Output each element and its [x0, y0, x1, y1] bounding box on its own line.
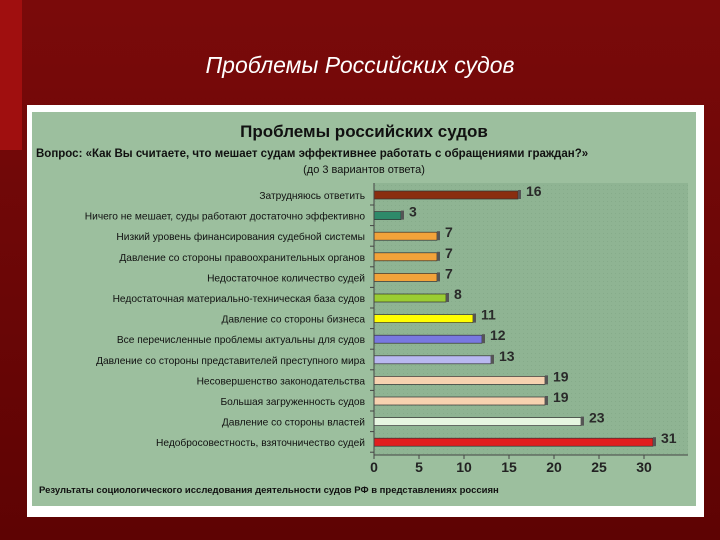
- chart-footer: Результаты социологического исследования деятельности судов РФ в представлениях россиян: [39, 485, 499, 496]
- category-label: Недостаточное количество судей: [207, 273, 365, 285]
- value-label: 12: [490, 327, 506, 344]
- bar: [374, 438, 653, 446]
- bar-end-shade: [653, 437, 656, 446]
- category-label: Недобросовестность, взяточничество судей: [156, 438, 365, 450]
- value-label: 7: [445, 265, 453, 282]
- slide-title: Проблемы Российских судов: [205, 52, 515, 78]
- chart-panel: [27, 105, 704, 517]
- x-tick-label: 0: [370, 459, 378, 475]
- value-label: 8: [454, 286, 462, 302]
- category-label: Недостаточная материально-техническая база судов: [112, 294, 365, 305]
- bar-end-shade: [581, 417, 584, 426]
- category-label: Ничего не мешает, суды работают достаточно эффективно: [84, 211, 365, 223]
- bar-end-shade: [491, 355, 494, 364]
- chart-question: Вопрос: «Как Вы считаете, что мешает судам эффективнее работать с обращениями граждан?»: [36, 148, 589, 160]
- x-tick-label: 30: [636, 459, 652, 475]
- bar: [374, 273, 437, 281]
- x-tick-label: 25: [591, 459, 607, 475]
- bar: [374, 397, 545, 405]
- value-label: 23: [589, 409, 605, 426]
- category-label: Давление со стороны правоохранительных органов: [119, 252, 365, 264]
- bar: [374, 356, 491, 364]
- category-label: Давление со стороны бизнеса: [221, 314, 365, 326]
- value-label: 7: [445, 224, 453, 241]
- bar: [374, 335, 482, 343]
- bar: [374, 376, 545, 384]
- bar-end-shade: [473, 314, 476, 323]
- category-label: Давление со стороны представителей преступного мира: [96, 355, 365, 367]
- bar-end-shade: [437, 252, 440, 261]
- chart-svg: [27, 105, 704, 517]
- category-label: Большая загруженность судов: [220, 397, 365, 408]
- value-label: 7: [445, 244, 453, 261]
- x-tick-label: 5: [415, 459, 423, 475]
- x-tick-label: 20: [546, 459, 562, 475]
- category-label: Низкий уровень финансирования судебной системы: [116, 232, 365, 244]
- value-label: 11: [481, 306, 496, 323]
- value-label: 19: [553, 389, 569, 405]
- bar-end-shade: [482, 334, 485, 343]
- bar: [374, 232, 437, 240]
- chart-title: Проблемы российских судов: [240, 122, 488, 141]
- bar-end-shade: [545, 375, 548, 384]
- bar-end-shade: [446, 293, 449, 302]
- category-label: Все перечисленные проблемы актуальны для судов: [116, 335, 365, 347]
- bar-end-shade: [401, 211, 404, 220]
- bar: [374, 253, 437, 261]
- value-label: 31: [661, 430, 677, 447]
- value-label: 3: [409, 203, 417, 220]
- bar-end-shade: [545, 396, 548, 405]
- category-label: Несовершенство законодательства: [196, 376, 365, 388]
- category-label: Давление со стороны властей: [221, 417, 365, 429]
- bar-end-shade: [518, 190, 521, 199]
- chart-note: (до 3 вариантов ответа): [303, 164, 425, 176]
- value-label: 16: [526, 183, 542, 199]
- x-tick-label: 10: [456, 459, 472, 475]
- bar: [374, 315, 473, 323]
- bar-end-shade: [437, 231, 440, 240]
- bar-end-shade: [437, 272, 440, 281]
- value-label: 19: [553, 368, 569, 385]
- x-tick-label: 15: [501, 459, 517, 475]
- bar: [374, 212, 401, 220]
- bar: [374, 191, 518, 199]
- category-label: Затрудняюсь ответить: [259, 191, 365, 202]
- bar: [374, 418, 581, 426]
- bar: [374, 294, 446, 302]
- value-label: 13: [499, 347, 515, 364]
